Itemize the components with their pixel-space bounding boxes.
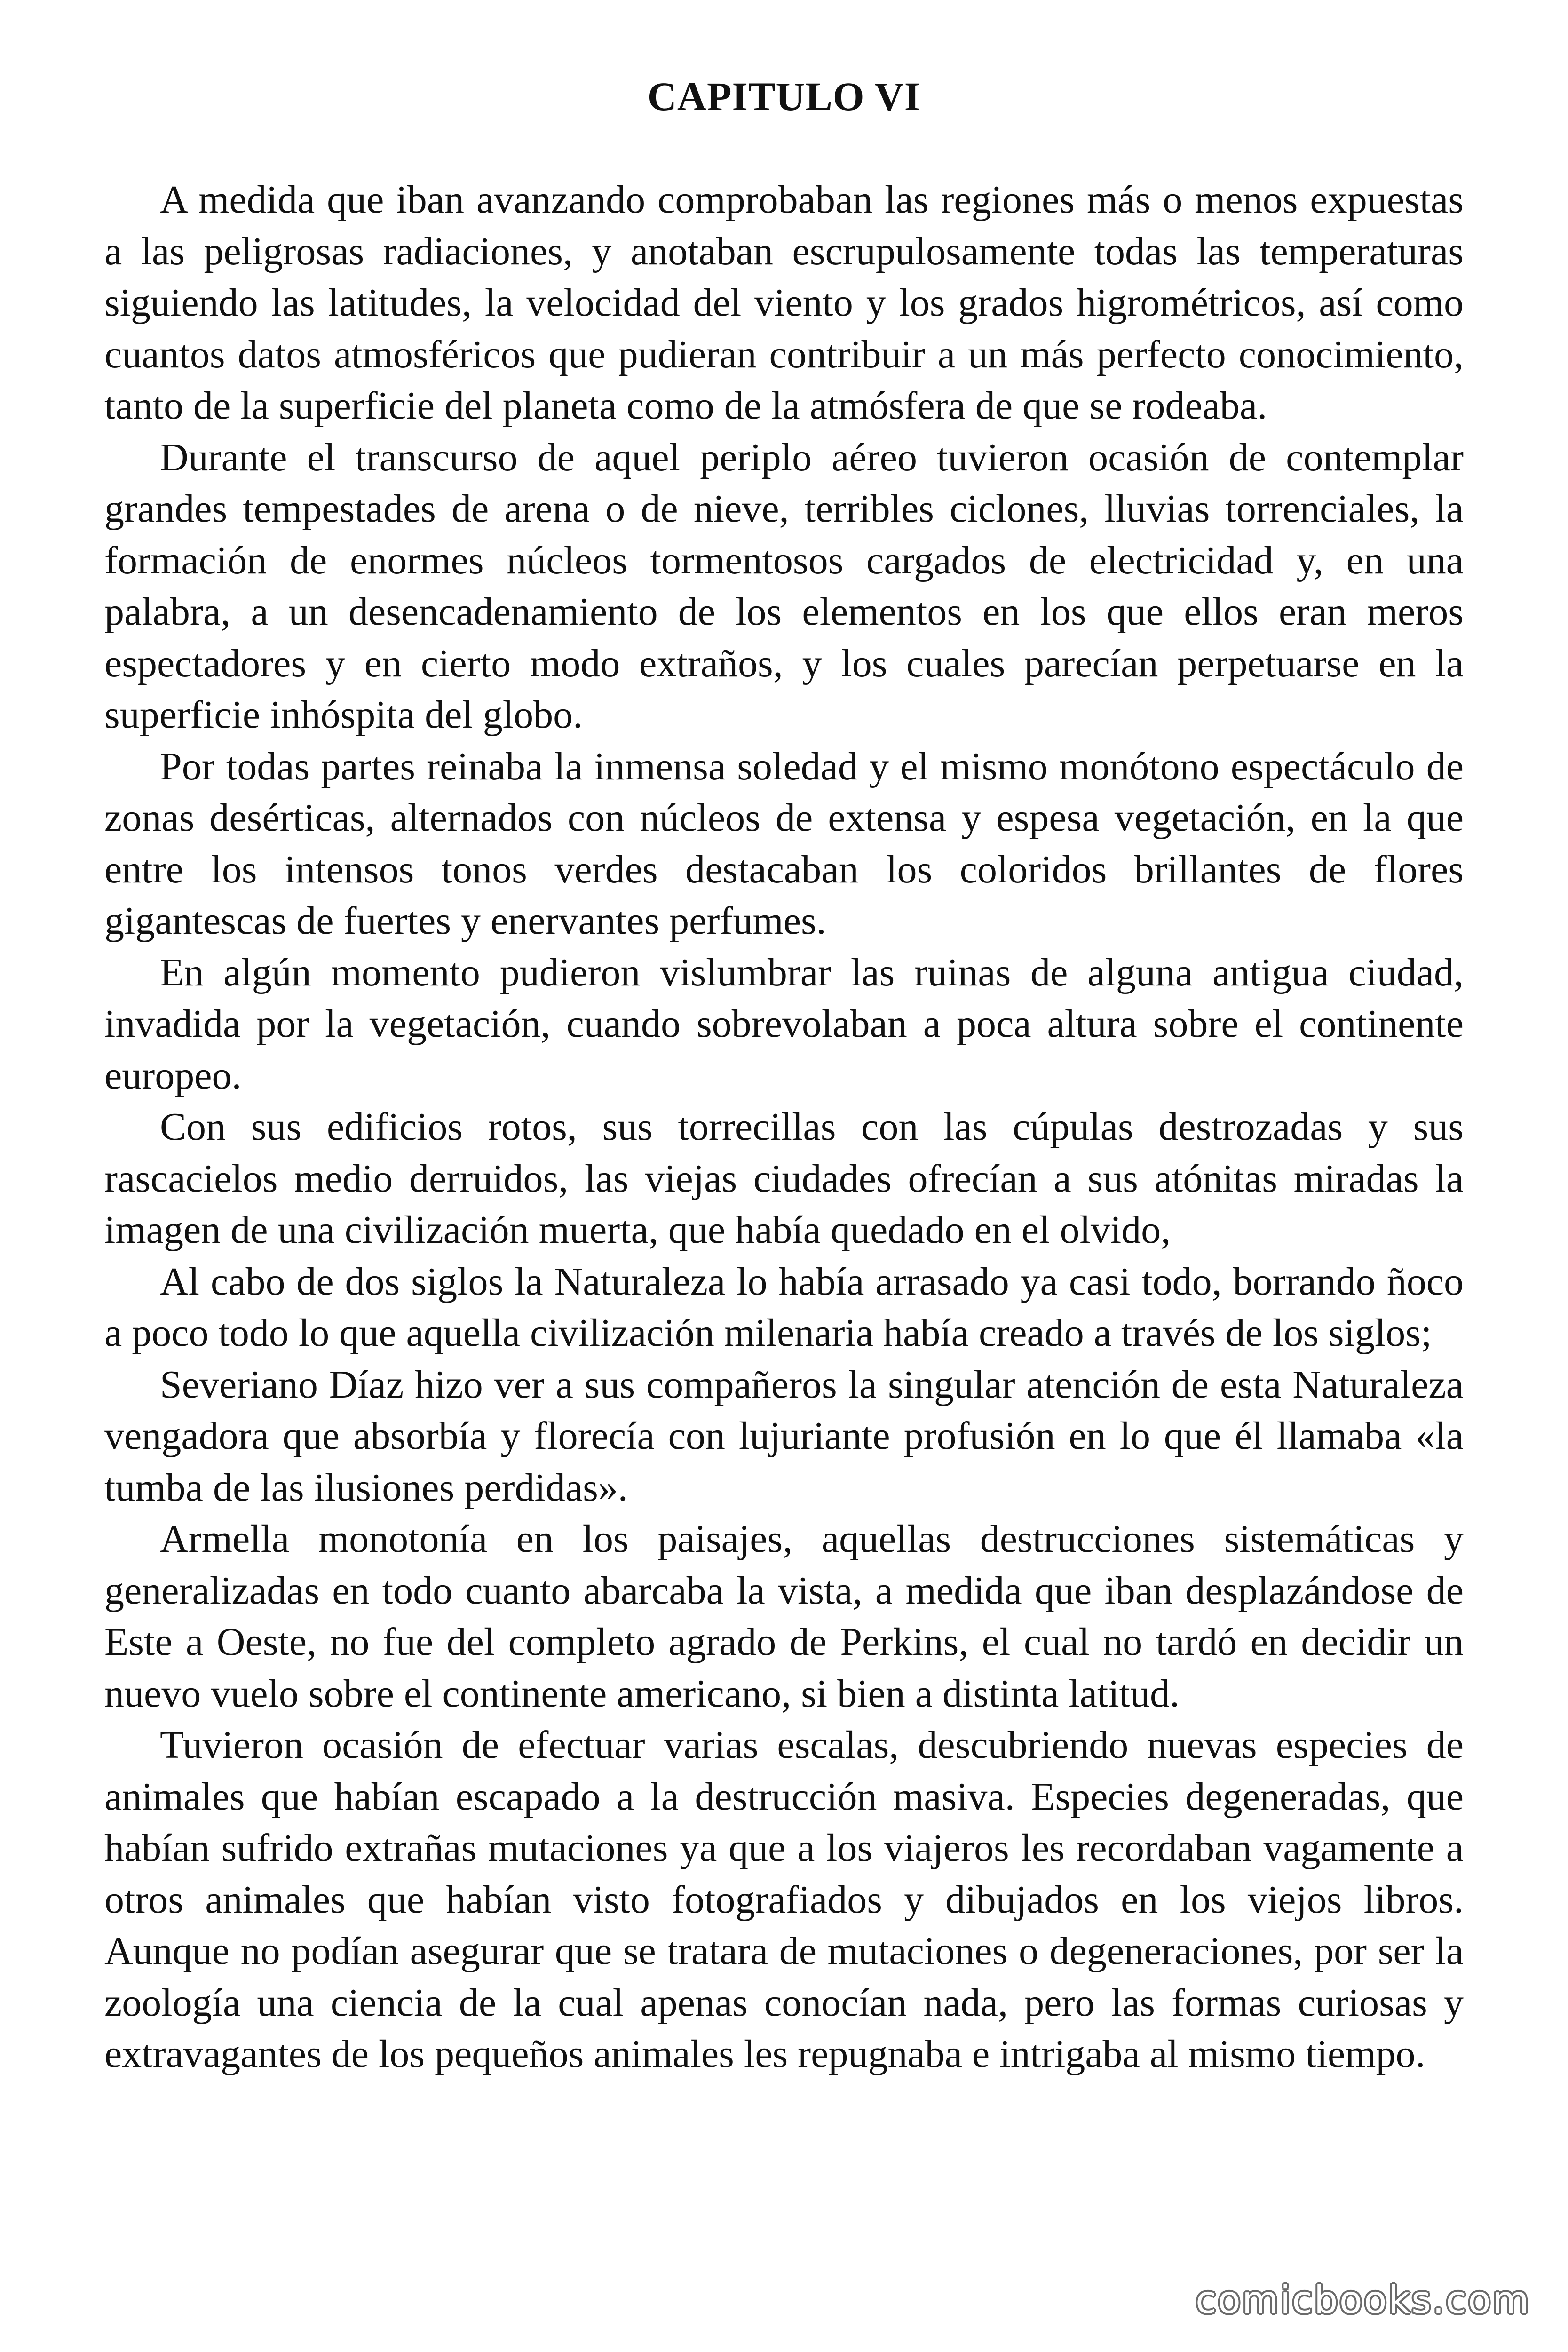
paragraph: Por todas partes reinaba la inmensa soledad y el mismo monótono espectáculo de zonas desérticas, alternados con núcleos de extensa y espesa vegetación, en la que entre los intensos tonos verdes destacaban los coloridos brillantes de flores gigantescas de fuertes y enervantes perfumes. (104, 744, 1464, 943)
paragraph: Con sus edificios rotos, sus torrecillas con las cúpulas destrozadas y sus rascacielos medio derruidos, las viejas ciudades ofrecían a sus atónitas miradas la imagen de una civilización muerta, que había quedado en el olvido, (104, 1105, 1464, 1252)
paragraph: Armella monotonía en los paisajes, aquellas destrucciones sistemáticas y generalizadas en todo cuanto abarcaba la vista, a medida que iban desplazándose de Este a Oeste, no fue del completo agrado de Perkins, el cual no tardó en decidir un nuevo vuelo sobre el continente americano, si bien a distinta latitud. (104, 1517, 1464, 1716)
paragraph: Durante el transcurso de aquel periplo aéreo tuvieron ocasión de contemplar grandes tempestades de arena o de nieve, terribles ciclones, lluvias torrenciales, la formación de enormes núcleos tormentosos cargados de electricidad y, en una palabra, a un desencadenamiento de los elementos en los que ellos eran meros espectadores y en cierto modo extraños, y los cuales parecían perpetuarse en la superficie inhóspita del globo. (104, 435, 1464, 737)
paragraph: A medida que iban avanzando comprobaban las regiones más o menos expuestas a las peligrosas radiaciones, y anotaban escrupulosamente todas las temperaturas siguiendo las latitudes, la velocidad del viento y los grados higrométricos, así como cuantos datos atmosféricos que pudieran contribuir a un más perfecto conocimiento, tanto de la superficie del planeta como de la atmósfera de que se rodeaba. (104, 178, 1464, 428)
chapter-title: CAPITULO VI (647, 74, 921, 119)
paragraph: En algún momento pudieron vislumbrar las ruinas de alguna antigua ciudad, invadida por la vegetación, cuando sobrevolaban a poca altura sobre el continente europeo. (104, 950, 1464, 1097)
paragraph: Severiano Díaz hizo ver a sus compañeros la singular atención de esta Naturaleza vengadora que absorbía y florecía con lujuriante profusión en lo que él llamaba «la tumba de las ilusiones perdidas». (104, 1362, 1464, 1510)
chapter-body (104, 174, 1464, 2080)
paragraph: Al cabo de dos siglos la Naturaleza lo había arrasado ya casi todo, borrando ñoco a poco todo lo que aquella civilización milenaria había creado a través de los siglos; (104, 1259, 1464, 1355)
paragraph: Tuvieron ocasión de efectuar varias escalas, descubriendo nuevas especies de animales que habían escapado a la destrucción masiva. Especies degeneradas, que habían sufrido extrañas mutaciones ya que a los viajeros les recordaban vagamente a otros animales que habían visto fotografiados y dibujados en los viejos libros. Aunque no podían asegurar que se tratara de mutaciones o degeneraciones, por ser la zoología una ciencia de la cual apenas conocían nada, pero las formas curiosas y extravagantes de los pequeños animales les repugnaba e intrigaba al mismo tiempo. (104, 1723, 1464, 2076)
watermark: comicbooks.com (1195, 2278, 1530, 2322)
